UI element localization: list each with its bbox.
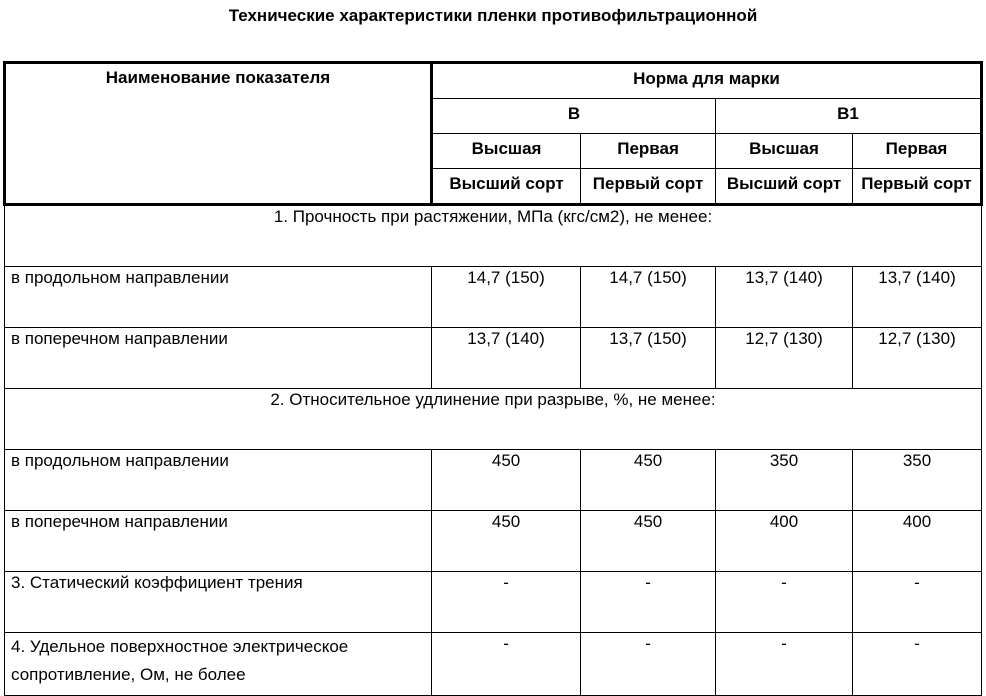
row-value: 450	[432, 450, 581, 511]
header-sort: Первый сорт	[853, 169, 982, 205]
row-value: -	[432, 633, 581, 696]
header-grade: Первая	[853, 134, 982, 169]
row-value: 450	[432, 511, 581, 572]
row-value: 14,7 (150)	[432, 267, 581, 328]
header-sort: Высший сорт	[432, 169, 581, 205]
row-value: 14,7 (150)	[581, 267, 716, 328]
row-value: 13,7 (150)	[581, 328, 716, 389]
table-row	[5, 328, 982, 389]
section-row	[5, 389, 982, 450]
row-label	[5, 633, 432, 696]
header-sort: Высший сорт	[716, 169, 853, 205]
row-label-line: сопротивление, Ом, не более	[11, 665, 246, 684]
header-grade: Высшая	[432, 134, 581, 169]
header-norm: Норма для марки	[432, 63, 982, 99]
row-label: в продольном направлении	[5, 267, 432, 328]
header-grade: Высшая	[716, 134, 853, 169]
row-value: 13,7 (140)	[853, 267, 982, 328]
row-label: в поперечном направлении	[5, 511, 432, 572]
row-label: в продольном направлении	[5, 450, 432, 511]
row-value: -	[716, 572, 853, 633]
row-value: -	[581, 572, 716, 633]
table-row	[5, 511, 982, 572]
row-label: в поперечном направлении	[5, 328, 432, 389]
header-sort: Первый сорт	[581, 169, 716, 205]
row-value: 350	[716, 450, 853, 511]
document-title: Технические характеристики пленки противофильтрационной	[228, 6, 758, 25]
section-row	[5, 205, 982, 267]
header-brand-b1: В1	[716, 99, 982, 134]
table-row	[5, 633, 982, 696]
row-value: 400	[716, 511, 853, 572]
table-row	[5, 572, 982, 633]
header-name-column: Наименование показателя	[5, 63, 432, 205]
row-value: 12,7 (130)	[716, 328, 853, 389]
row-value: -	[853, 633, 982, 696]
row-value: -	[581, 633, 716, 696]
row-value: -	[853, 572, 982, 633]
row-value: 12,7 (130)	[853, 328, 982, 389]
header-grade: Первая	[581, 134, 716, 169]
row-value: 13,7 (140)	[432, 328, 581, 389]
header-row-norm	[5, 63, 982, 99]
table-row	[5, 267, 982, 328]
row-value: -	[432, 572, 581, 633]
header-brand-b: В	[432, 99, 716, 134]
section-title: 2. Относительное удлинение при разрыве, %, не менее:	[5, 389, 982, 450]
row-value: 450	[581, 450, 716, 511]
row-value: 13,7 (140)	[716, 267, 853, 328]
row-value: -	[716, 633, 853, 696]
row-value: 450	[581, 511, 716, 572]
row-label-line: 4. Удельное поверхностное электрическое	[11, 637, 349, 656]
row-value: 400	[853, 511, 982, 572]
row-value: 350	[853, 450, 982, 511]
table-row	[5, 450, 982, 511]
spec-table	[3, 61, 983, 696]
section-title: 1. Прочность при растяжении, МПа (кгс/см2), не менее:	[5, 205, 982, 267]
row-label: 3. Статический коэффициент трения	[5, 572, 432, 633]
